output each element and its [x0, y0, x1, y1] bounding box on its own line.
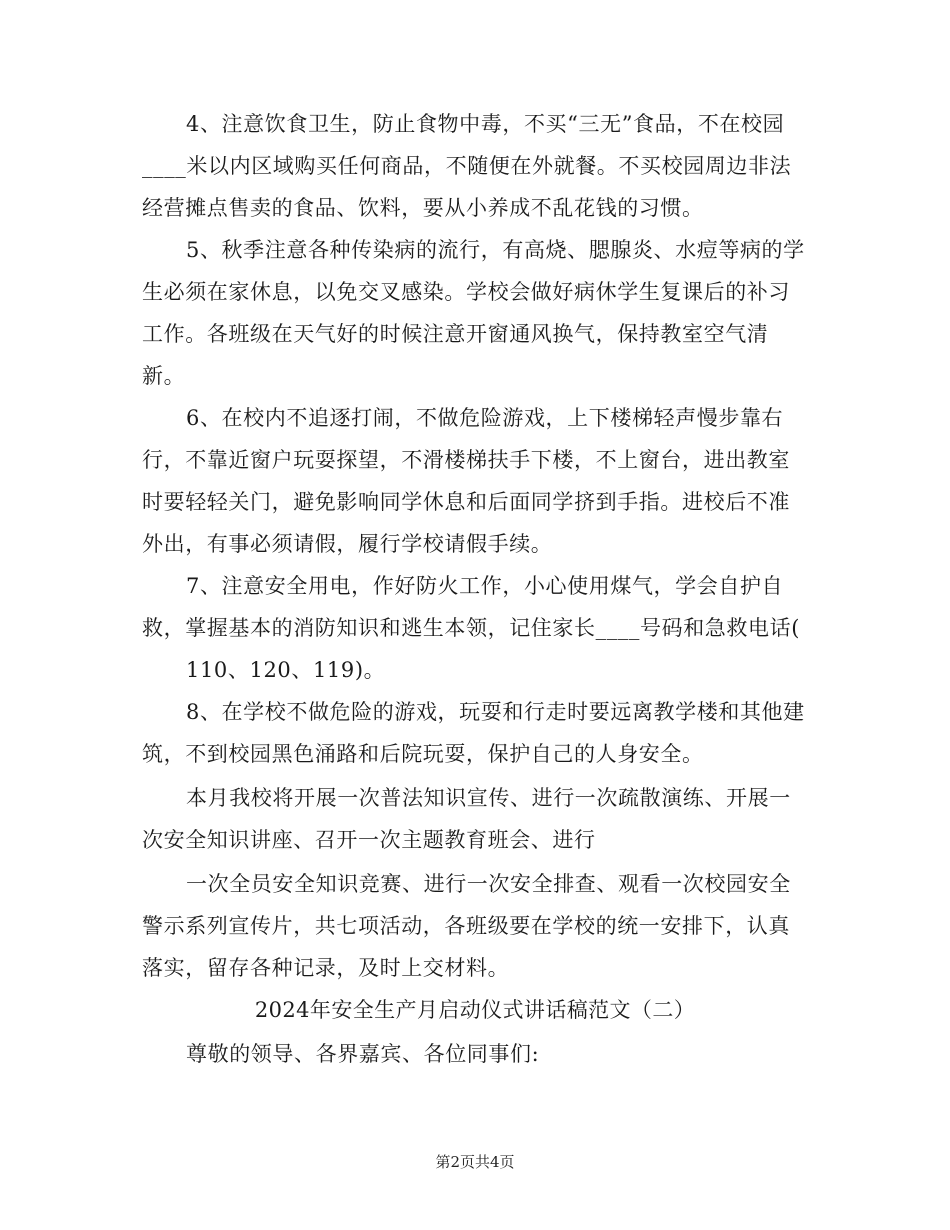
paragraph-line: 110、120、119)。: [186, 658, 386, 682]
paragraph-line: 生必须在家休息，以免交叉感染。学校会做好病休学生复课后的补习: [142, 280, 790, 304]
paragraph-line: 警示系列宣传片，共七项活动，各班级要在学校的统一安排下，认真: [142, 914, 790, 938]
paragraph-line: 7、注意安全用电，作好防火工作，小心使用煤气，学会自护自: [186, 574, 784, 598]
paragraph-line: 本月我校将开展一次普法知识宣传、进行一次疏散演练、开展一: [186, 786, 791, 810]
paragraph-line: 时要轻轻关门，避免影响同学休息和后面同学挤到手指。进校后不准: [142, 490, 790, 514]
paragraph-line: 工作。各班级在天气好的时候注意开窗通风换气，保持教室空气清: [142, 322, 769, 346]
paragraph-line: 5、秋季注意各种传染病的流行，有高烧、腮腺炎、水痘等病的学: [186, 238, 805, 262]
paragraph-line: 落实，留存各种记录，及时上交材料。: [142, 956, 510, 980]
section-title: 2024年安全生产月启动仪式讲话稿范文（二）: [254, 998, 696, 1022]
paragraph-line: 筑，不到校园黑色涌路和后院玩耍，保护自己的人身安全。: [142, 742, 704, 766]
paragraph-line: 救，掌握基本的消防知识和逃生本领，记住家长____号码和急救电话(: [142, 616, 800, 640]
paragraph-line: 一次全员安全知识竞赛、进行一次安全排查、观看一次校园安全: [186, 872, 791, 896]
paragraph-line: 外出，有事必须请假，履行学校请假手续。: [142, 532, 553, 556]
page-number-footer: 第2页共4页: [435, 1153, 515, 1171]
paragraph-line: 次安全知识讲座、召开一次主题教育班会、进行: [142, 828, 596, 852]
paragraph-line: 8、在学校不做危险的游戏，玩耍和行走时要远离教学楼和其他建: [186, 700, 805, 724]
paragraph-line: 新。: [142, 364, 186, 388]
paragraph-line: 4、注意饮食卫生，防止食物中毒，不买“三无”食品，不在校园: [186, 112, 785, 136]
paragraph-line: ____米以内区域购买任何商品，不随便在外就餐。不买校园周边非法: [142, 154, 792, 178]
salutation: 尊敬的领导、各界嘉宾、各位同事们:: [186, 1042, 540, 1066]
paragraph-line: 行，不靠近窗户玩耍探望，不滑楼梯扶手下楼，不上窗台，进出教室: [142, 448, 790, 472]
paragraph-line: 经营摊点售卖的食品、饮料，要从小养成不乱花钱的习惯。: [142, 196, 704, 220]
paragraph-line: 6、在校内不追逐打闹，不做危险游戏，上下楼梯轻声慢步靠右: [186, 406, 784, 430]
